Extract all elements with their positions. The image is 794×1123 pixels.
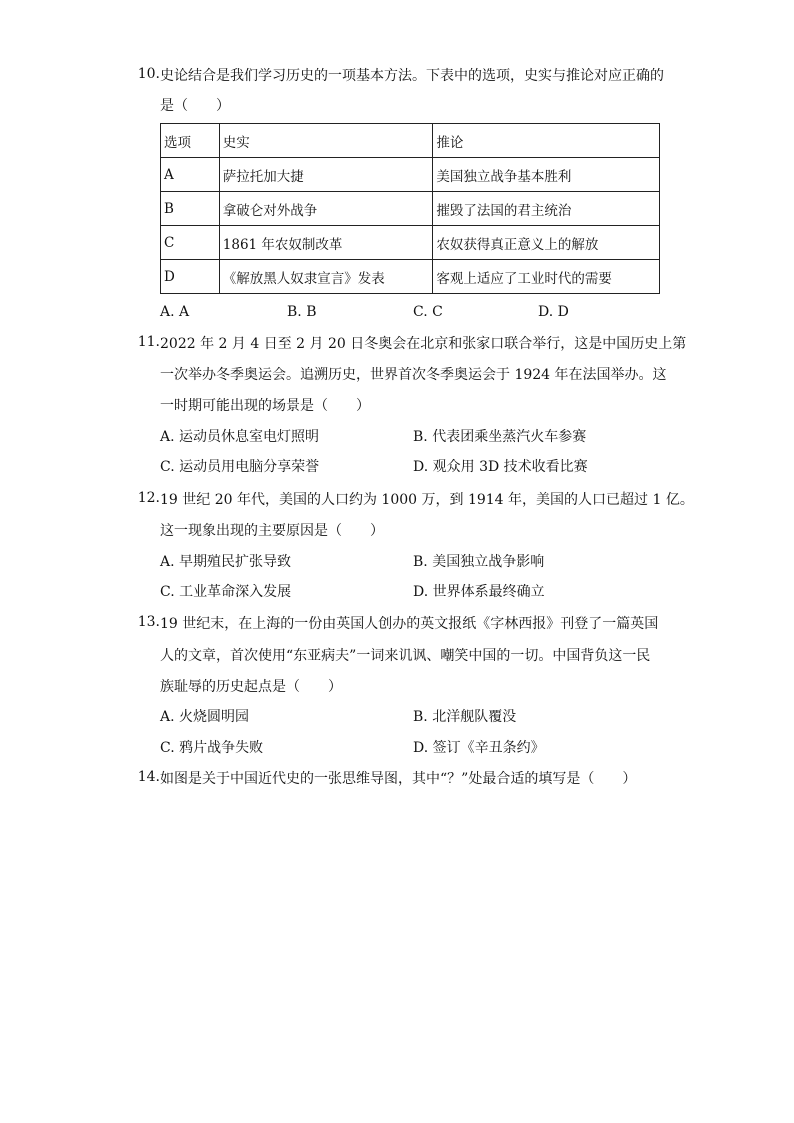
option-a[interactable]: A. 早期殖民扩张导致 [160,554,292,570]
table-cell: 萨拉托加大捷 [219,158,433,192]
table-row [161,192,660,226]
question-number: 10. [137,66,160,82]
table-cell: D [161,260,220,294]
option-b[interactable]: B. 美国独立战争影响 [413,554,545,570]
question-stem-line: 19 世纪 20 年代，美国的人口约为 1000 万，到 1914 年，美国的人口已超过 1 亿。 [160,492,694,508]
question-stem-line: 是（ ） [160,98,230,114]
question-stem-line: 族耻辱的历史起点是（ ） [160,679,342,695]
table-cell: 客观上适应了工业时代的需要 [433,260,660,294]
table-header-cell: 推论 [433,124,660,158]
option-d[interactable]: D. 观众用 3D 技术收看比赛 [413,459,588,475]
table-cell: 《解放黑人奴隶宣言》发表 [219,260,433,294]
table-cell: 美国独立战争基本胜利 [433,158,660,192]
question-stem-line: 人的文章，首次使用“东亚病夫”一词来讥讽、嘲笑中国的一切。中国背负这一民 [160,648,651,664]
option-c[interactable]: C. 鸦片战争失败 [160,740,264,756]
table-cell: 摧毁了法国的君主统治 [433,192,660,226]
option-d[interactable]: D. D [538,304,569,320]
table-cell: B [161,192,220,226]
table-header-cell: 选项 [161,124,220,158]
option-d[interactable]: D. 签订《辛丑条约》 [413,740,545,756]
option-b[interactable]: B. 代表团乘坐蒸汽火车参赛 [413,429,587,445]
table-header-row [161,124,660,158]
option-c[interactable]: C. 工业革命深入发展 [160,584,292,600]
option-c[interactable]: C. 运动员用电脑分享荣誉 [160,459,320,475]
table-row [161,158,660,192]
question-stem-line: 2022 年 2 月 4 日至 2 月 20 日冬奥会在北京和张家口联合举行，这是中国历史上第 [160,336,687,352]
option-a[interactable]: A. A [160,304,190,320]
question-number: 13. [137,614,160,630]
question-number: 12. [137,490,160,506]
table-cell: 拿破仑对外战争 [219,192,433,226]
option-a[interactable]: A. 火烧圆明园 [160,709,250,725]
history-table [160,123,660,294]
option-b[interactable]: B. 北洋舰队覆没 [413,709,517,725]
question-stem-line: 这一现象出现的主要原因是（ ） [160,523,384,539]
question-number: 14. [137,769,160,785]
question-stem-line: 史论结合是我们学习历史的一项基本方法。下表中的选项，史实与推论对应正确的 [160,68,664,84]
table-cell: 1861 年农奴制改革 [219,226,433,260]
option-b[interactable]: B. B [287,304,317,320]
table-cell: 农奴获得真正意义上的解放 [433,226,660,260]
question-stem-line: 如图是关于中国近代史的一张思维导图，其中“？”处最合适的填写是（ ） [160,771,637,787]
table-header-cell: 史实 [219,124,433,158]
question-stem-line: 19 世纪末，在上海的一份由英国人创办的英文报纸《字林西报》刊登了一篇英国 [160,616,659,632]
table-cell: A [161,158,220,192]
question-stem-line: 一次举办冬季奥运会。追溯历史，世界首次冬季奥运会于 1924 年在法国举办。这 [160,367,667,383]
option-d[interactable]: D. 世界体系最终确立 [413,584,545,600]
table-cell: C [161,226,220,260]
question-stem-line: 一时期可能出现的场景是（ ） [160,398,370,414]
option-c[interactable]: C. C [413,304,443,320]
table-row [161,226,660,260]
table-row [161,260,660,294]
option-a[interactable]: A. 运动员休息室电灯照明 [160,429,320,445]
question-number: 11. [137,334,160,350]
